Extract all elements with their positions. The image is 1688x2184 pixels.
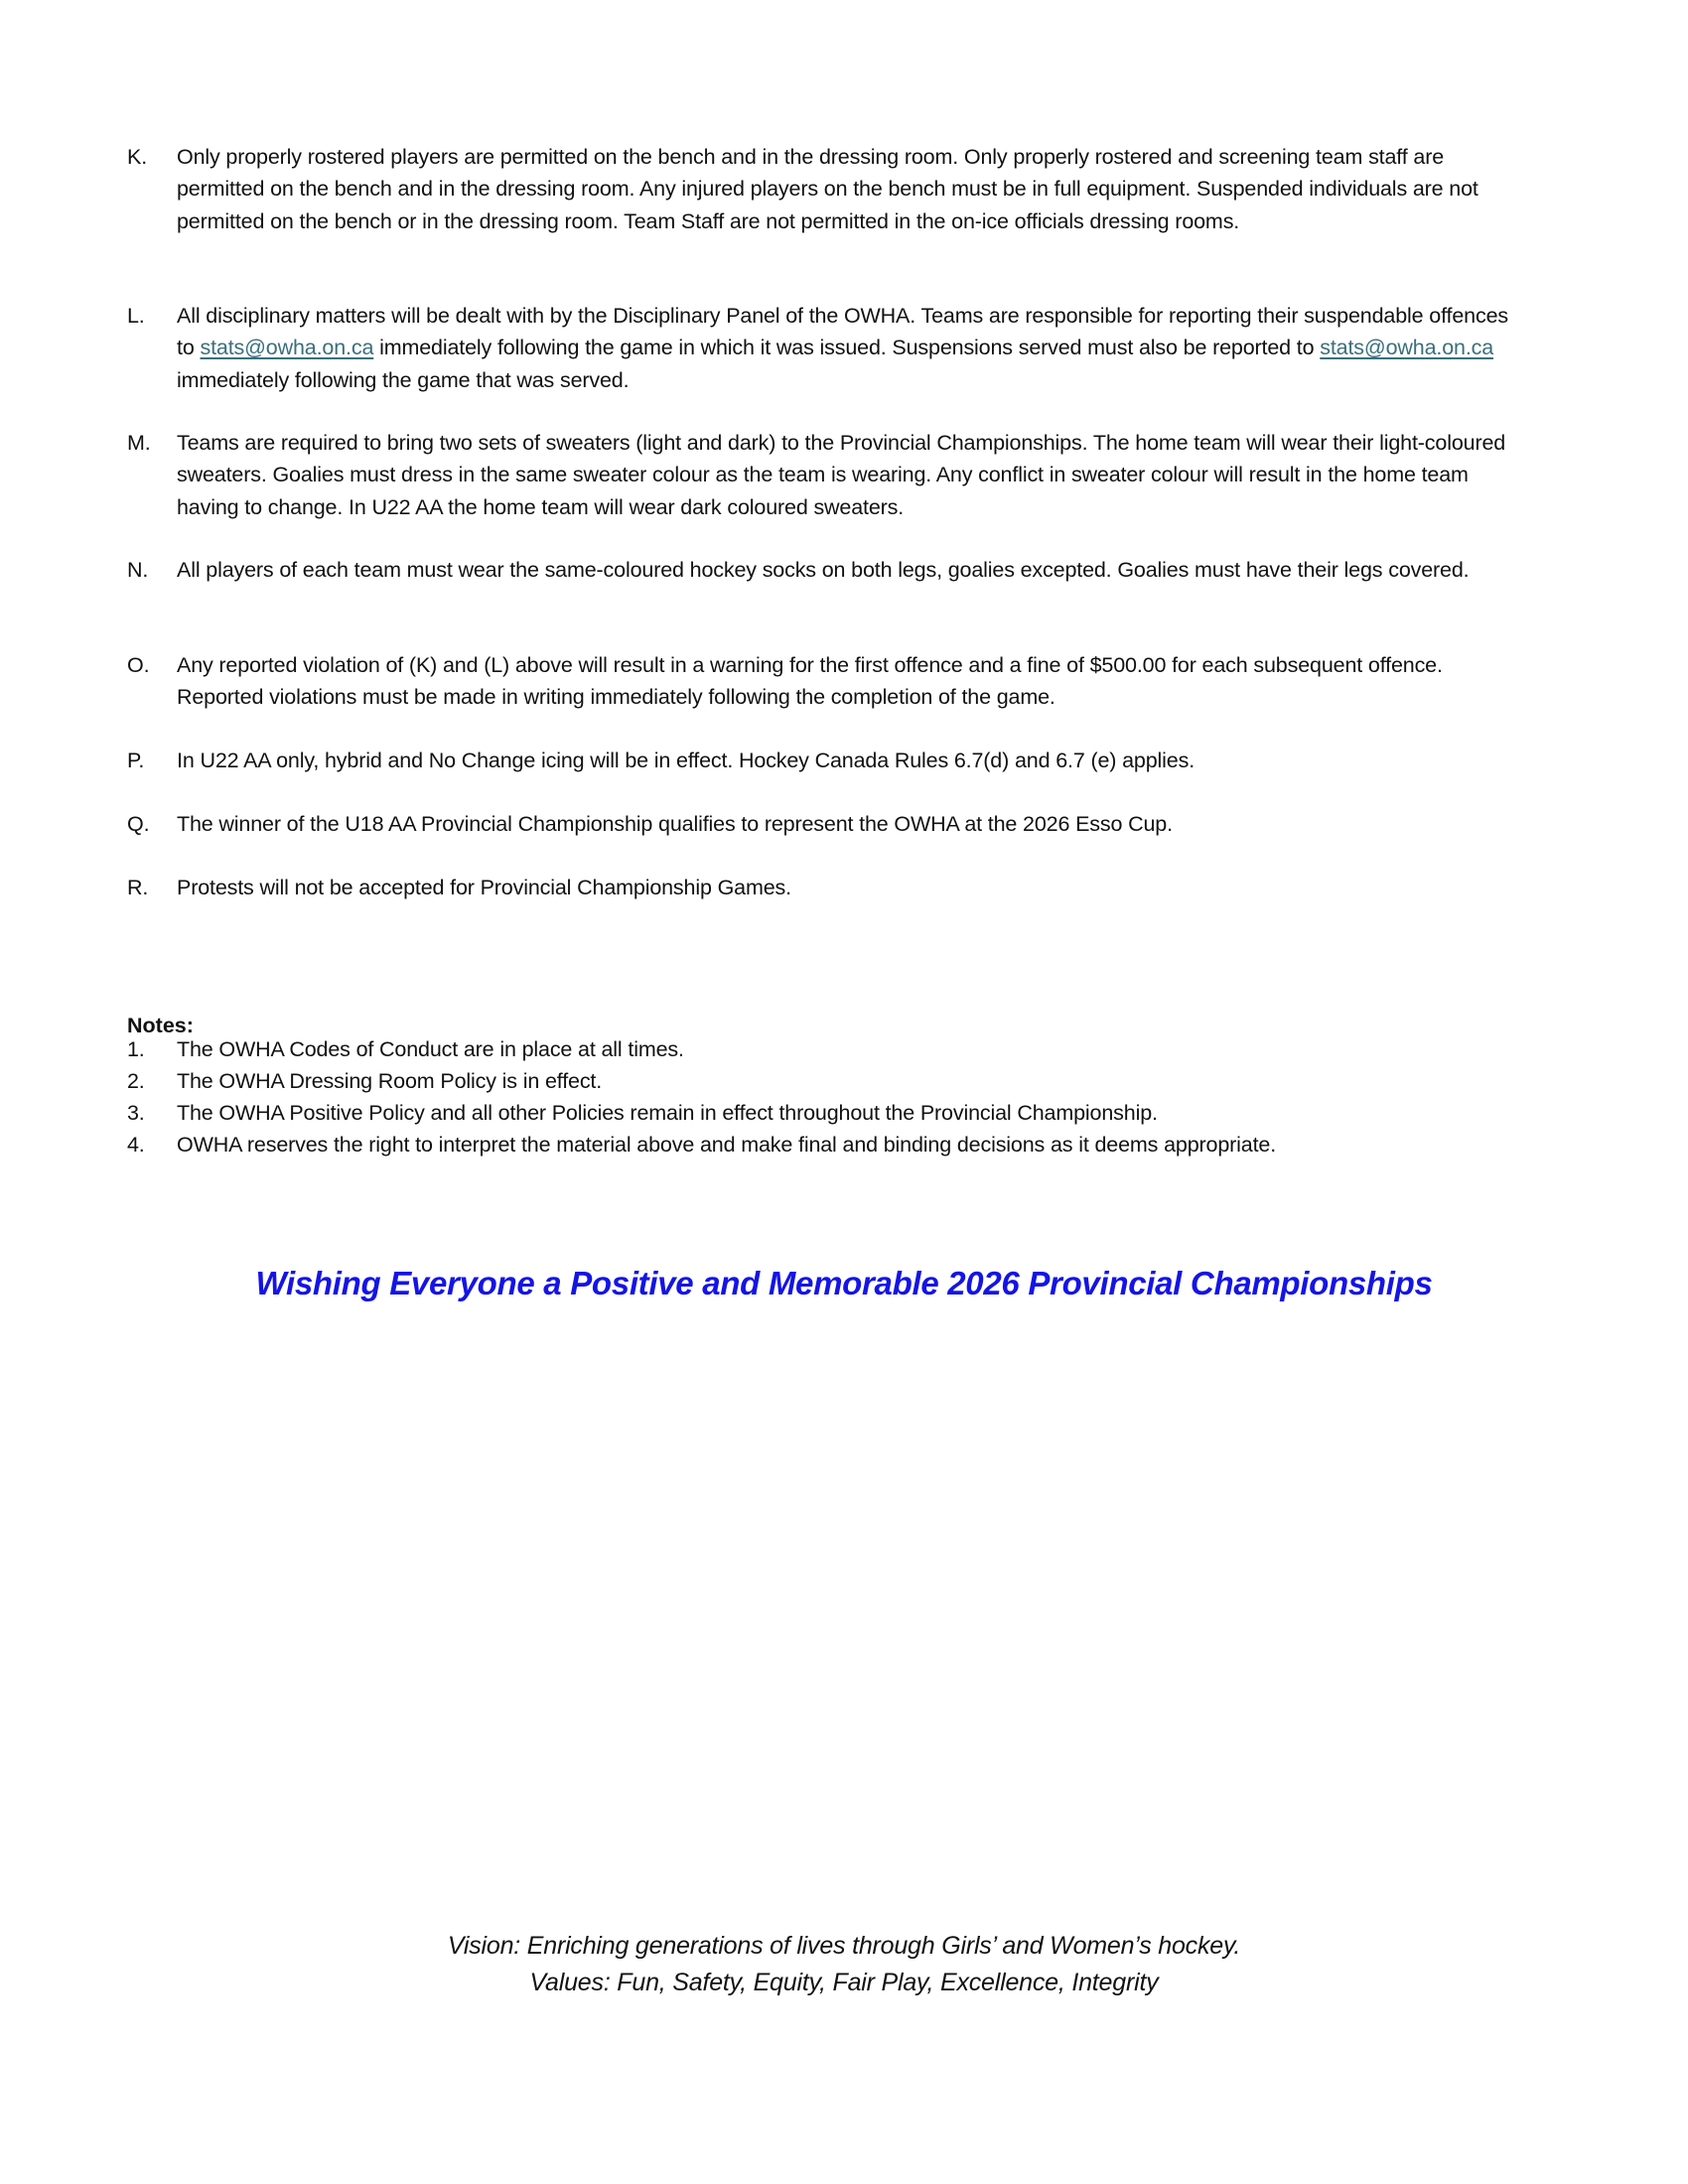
- values-statement: Values: Fun, Safety, Equity, Fair Play, Excellence, Integrity: [529, 1969, 1159, 1996]
- closing-message: Wishing Everyone a Positive and Memorable 2026 Provincial Championships: [255, 1265, 1433, 1301]
- note-number: 4.: [127, 1133, 145, 1157]
- email-link-stats[interactable]: stats@owha.on.ca: [200, 336, 374, 360]
- rule-l: [127, 300, 1527, 396]
- rule-label: Q.: [127, 812, 150, 836]
- rule-m: [127, 427, 1527, 523]
- note-item: [127, 1033, 1527, 1065]
- rule-label: P.: [127, 749, 145, 772]
- note-item: [127, 1097, 1527, 1129]
- rule-n: [127, 554, 1527, 586]
- note-number: 2.: [127, 1069, 145, 1093]
- email-link-stats[interactable]: stats@owha.on.ca: [1320, 336, 1494, 360]
- rule-o: [127, 649, 1527, 714]
- rule-text: In U22 AA only, hybrid and No Change icing will be in effect. Hockey Canada Rules 6.7(d) and 6.7 (e) applies.: [177, 749, 1196, 772]
- rule-r: [127, 872, 1527, 903]
- note-text: The OWHA Dressing Room Policy is in effect.: [177, 1069, 603, 1093]
- note-item: [127, 1065, 1527, 1097]
- note-number: 1.: [127, 1037, 145, 1061]
- rule-label: N.: [127, 558, 149, 582]
- note-number: 3.: [127, 1101, 145, 1125]
- rule-label: R.: [127, 876, 149, 899]
- note-text: The OWHA Codes of Conduct are in place at all times.: [177, 1037, 684, 1061]
- rule-text: Teams are required to bring two sets of sweaters (light and dark) to the Provincial Championships. The home team will wear their light-coloured sweaters. Goalies must dress in the same sweater colour as the team is wearing. Any conflict in sweater colour will result in the home team having to change. In U22 AA the home team will wear dark coloured sweaters.: [177, 431, 1506, 519]
- note-text: The OWHA Positive Policy and all other Policies remain in effect throughout the Provincial Championship.: [177, 1101, 1158, 1125]
- rule-text: All players of each team must wear the same-coloured hockey socks on both legs, goalies excepted. Goalies must have their legs covered.: [177, 558, 1470, 582]
- rule-label: K.: [127, 145, 148, 169]
- rule-text: Only properly rostered players are permitted on the bench and in the dressing room. Only properly rostered and screening team staff are permitted on the bench and in the dressing room. Any injured players on the bench must be in full equipment. Suspended individuals are not permitted on the bench or in the dressing room. Team Staff are not permitted in the on-ice officials dressing rooms.: [177, 145, 1478, 233]
- rule-label: M.: [127, 431, 151, 455]
- rule-text: Any reported violation of (K) and (L) above will result in a warning for the first offence and a fine of $500.00 for each subsequent offence. Reported violations must be made in writing immediately following the completion of the game.: [177, 653, 1443, 710]
- note-item: [127, 1129, 1527, 1160]
- rule-text: The winner of the U18 AA Provincial Championship qualifies to represent the OWHA at the 2026 Esso Cup.: [177, 812, 1173, 836]
- rule-p: [127, 745, 1527, 776]
- rule-text: Protests will not be accepted for Provincial Championship Games.: [177, 876, 791, 899]
- vision-statement: Vision: Enriching generations of lives through Girls’ and Women’s hockey.: [447, 1932, 1241, 1960]
- rule-label: L.: [127, 304, 145, 328]
- rule-q: [127, 808, 1527, 840]
- rule-text: All disciplinary matters will be dealt with by the Disciplinary Panel of the OWHA. Teams are responsible for reporting their suspendable offences to stats@owha.on.ca immediately following the game in which it was issued. Suspensions served must also be reported to stats@owha.on.ca immediately following the game that was served.: [177, 304, 1508, 392]
- rule-k: [127, 141, 1527, 237]
- note-text: OWHA reserves the right to interpret the material above and make final and binding decisions as it deems appropriate.: [177, 1133, 1277, 1157]
- rule-label: O.: [127, 653, 150, 677]
- notes-heading: Notes:: [127, 1014, 194, 1037]
